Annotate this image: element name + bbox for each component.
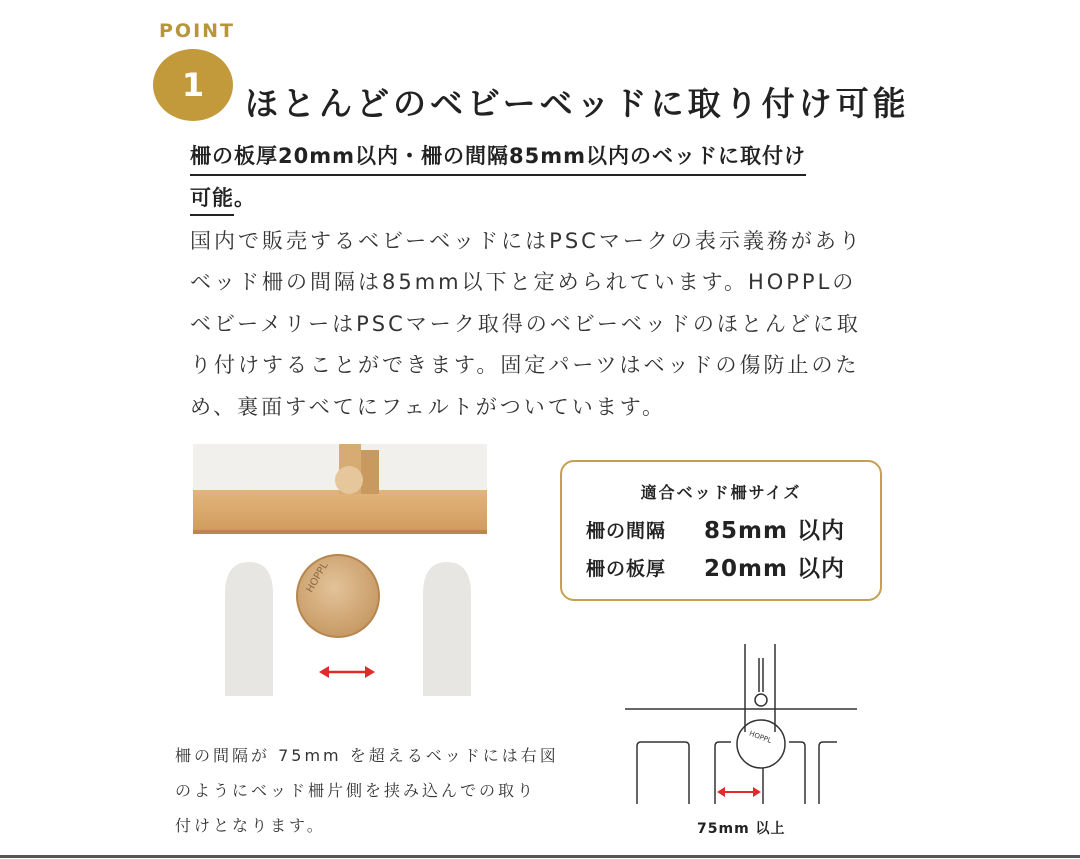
note-line: のようにベッド柵片側を挟み込んでの取り [175,781,537,800]
point-number-badge: 1 [153,49,233,121]
bottom-divider [0,855,1080,858]
photo-logo: HOPPL [304,560,331,595]
spec-line-1: 柵の板厚20mm以内・柵の間隔85mm以内のベッドに取付け [190,140,806,176]
bed-rail-size-box [560,460,882,601]
body-line: ベッド柵の間隔は85mm以下と定められています。HOPPLの [190,270,857,294]
crib-rail-illustration [193,444,487,696]
body-line: 国内で販売するベビーベッドにはPSCマークの表示義務があり [190,229,863,253]
spec-line-2-tail: 。 [234,186,256,210]
point-label: POINT [159,20,236,42]
clamp-diagram [625,640,857,810]
size-label-thickness: 柵の板厚 [586,558,667,580]
note-line: 柵の間隔が 75mm を超えるベッドには右図 [175,746,559,765]
body-line: り付けすることができます。固定パーツはベッドの傷防止のた [190,353,860,377]
diagram-logo: HOPPL [748,729,773,745]
note-line: 付けとなります。 [175,816,326,835]
size-box-title: 適合ベッド柵サイズ [640,483,802,502]
clamp-line-drawing [625,640,857,810]
product-photo [193,444,487,696]
size-value-gap: 85mm 以内 [704,518,845,544]
spec-line-2 [190,182,256,212]
size-value-thickness: 20mm 以内 [704,556,845,582]
headline: ほとんどのベビーベッドに取り付け可能 [245,84,910,123]
body-line: め、裏面すべてにフェルトがついています。 [190,395,667,419]
diagram-label: 75mm 以上 [697,821,786,837]
size-label-gap: 柵の間隔 [586,520,667,542]
body-line: ベビーメリーはPSCマーク取得のベビーベッドのほとんどに取 [190,312,861,336]
spec-line-2-underlined: 可能 [190,186,234,216]
